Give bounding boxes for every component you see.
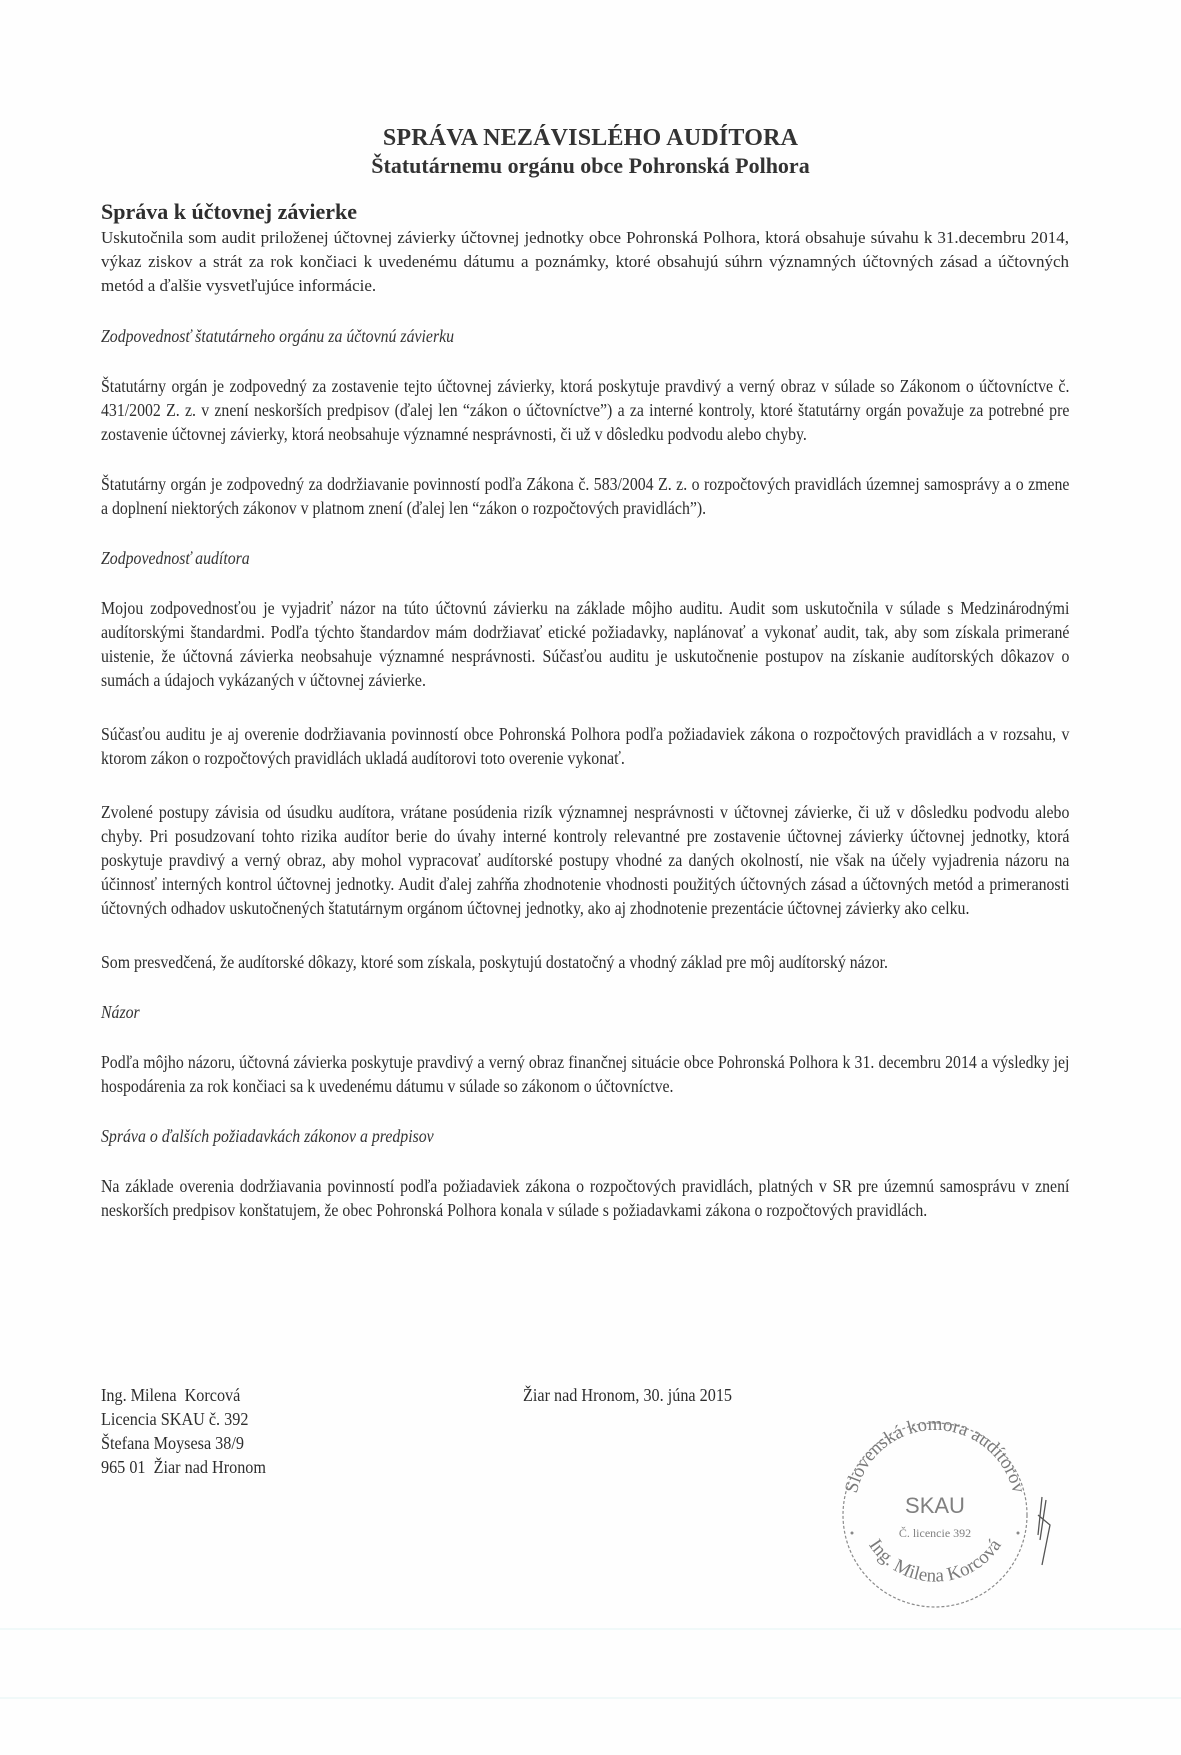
auditor-name: Ing. Milena Korcová: [101, 1385, 241, 1405]
scan-artifact: [0, 1628, 1181, 1630]
stamp-dot: [1017, 1532, 1020, 1535]
auditor-stamp-icon: [820, 1405, 1060, 1615]
signature-scribble-icon: [1038, 1497, 1050, 1565]
paragraph: Som presvedčená, že audítorské dôkazy, ktoré som získala, poskytujú dostatočný a vhodný základ pre môj audítorský názor.: [101, 952, 888, 972]
auditor-city: 965 01 Žiar nad Hronom: [101, 1457, 266, 1477]
document-title: SPRÁVA NEZÁVISLÉHO AUDÍTORA: [382, 125, 799, 151]
section-heading: Správa o ďalších požiadavkách zákonov a predpisov: [101, 1126, 434, 1146]
section-heading: Zodpovednosť audítora: [101, 548, 250, 568]
paragraph: Na základe overenia dodržiavania povinností podľa požiadaviek zákona o rozpočtových pravidlách, platných v SR pre územnú samosprávu v znení neskorších predpisov konštatujem, že obec Pohronská Polhora konala v súlade s požiadavkami zákona o rozpočtových pravidlách.: [101, 1176, 1070, 1220]
signature-block: [101, 1383, 266, 1479]
section-heading: Zodpovednosť štatutárneho orgánu za účtovnú závierku: [101, 326, 455, 346]
auditor-street: Štefana Moysesa 38/9: [101, 1433, 244, 1453]
stamp-dot: [851, 1532, 854, 1535]
intro-paragraph: Uskutočnila som audit priloženej účtovnej závierky účtovnej jednotky obce Pohronská Polhora, ktorá obsahuje súvahu k 31.decembru 2014, výkaz ziskov a strát za rok končiaci k uvedenému dátumu a poznámky, ktoré obsahujú súhrn významných účtovných zásad a účtovných metód a ďalšie vysvetľujúce informácie.: [101, 228, 1069, 295]
stamp-outer-top: Slovenská komora audítorov: [841, 1413, 1029, 1496]
report-heading: Správa k účtovnej závierke: [101, 199, 358, 224]
stamp-center: SKAU: [905, 1493, 965, 1518]
paragraph: Súčasťou auditu je aj overenie dodržiavania povinností obce Pohronská Polhora podľa požiadaviek zákona o rozpočtových pravidlách a v rozsahu, v ktorom zákon o rozpočtových pravidlách ukladá audítorovi toto overenie vykonať.: [101, 724, 1070, 768]
report-body: [101, 198, 1069, 1222]
stamp-license: Č. licencie 392: [898, 1526, 972, 1540]
paragraph: Zvolené postupy závisia od úsudku audítora, vrátane posúdenia rizík významnej nesprávnosti v účtovnej závierke, či už v dôsledku podvodu alebo chyby. Pri posudzovaní tohto rizika audítor berie do úvahy interné kontroly relevantné pre zostavenie účtovnej závierky účtovnej jednotky, ktorá poskytuje pravdivý a verný obraz, aby mohol vypracovať audítorské postupy vhodné za daných okolností, nie však na účely vyjadrenia názoru na účinnosť interných kontrol účtovnej jednotky. Audit ďalej zahŕňa zhodnotenie vhodnosti použitých účtovných zásad a účtovných metód a primeranosti účtovných odhadov uskutočnených štatutárnym orgánom účtovnej jednotky, ako aj zhodnotenie prezentácie účtovnej závierky ako celku.: [101, 802, 1070, 918]
title-block: [0, 124, 1181, 180]
scan-artifact: [0, 1697, 1181, 1699]
paragraph: Štatutárny orgán je zodpovedný za dodržiavanie povinností podľa Zákona č. 583/2004 Z. z. o rozpočtových pravidlách územnej samosprávy a o zmene a doplnení niektorých zákonov v platnom znení (ďalej len “zákon o rozpočtových pravidlách”).: [101, 474, 1070, 518]
paragraph: Mojou zodpovednosťou je vyjadriť názor na túto účtovnú závierku na základe môjho auditu. Audit som uskutočnila v súlade s Medzinárodnými audítorskými štandardmi. Podľa týchto štandardov mám dodržiavať etické požiadavky, naplánovať a vykonať audit, tak, aby som získala primerané uistenie, že účtovná závierka neobsahuje významné nesprávnosti. Súčasťou auditu je uskutočnenie postupov na získanie audítorských dôkazov o sumách a údajoch vykázaných v účtovnej závierke.: [101, 598, 1070, 690]
auditor-license: Licencia SKAU č. 392: [101, 1409, 249, 1429]
paragraph: Podľa môjho názoru, účtovná závierka poskytuje pravdivý a verný obraz finančnej situácie obce Pohronská Polhora k 31. decembru 2014 a výsledky jej hospodárenia za rok končiaci sa k uvedenému dátumu v súlade so zákonom o účtovníctve.: [101, 1052, 1070, 1096]
place-date: Žiar nad Hronom, 30. júna 2015: [523, 1385, 733, 1405]
document-subtitle: Štatutárnemu orgánu obce Pohronská Polhora: [371, 153, 810, 178]
section-heading: Názor: [101, 1002, 140, 1022]
paragraph: Štatutárny orgán je zodpovedný za zostavenie tejto účtovnej závierky, ktorá poskytuje pravdivý a verný obraz v súlade so Zákonom o účtovníctve č. 431/2002 Z. z. v znení neskorších predpisov (ďalej len “zákon o účtovníctve”) a za interné kontroly, ktoré štatutárny orgán považuje za potrebné pre zostavenie účtovnej závierky, ktorá neobsahuje významné nesprávnosti, či už v dôsledku podvodu alebo chyby.: [101, 376, 1070, 444]
stamp-outer-bottom: Ing. Milena Korcová: [864, 1535, 1006, 1587]
